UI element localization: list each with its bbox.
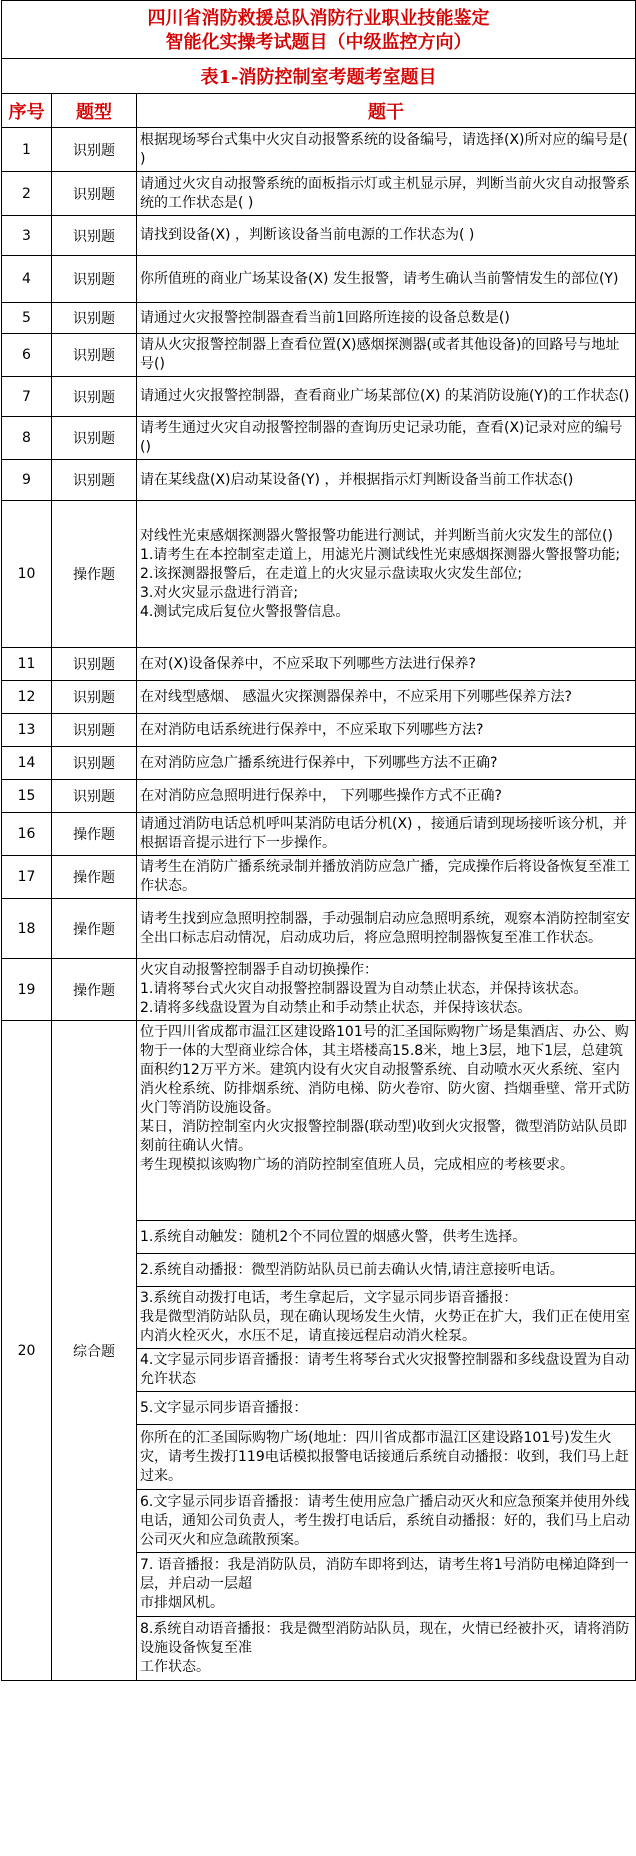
question-part	[137, 1287, 636, 1349]
row-number: 17	[2, 856, 52, 899]
question-stem	[137, 648, 636, 681]
question-text: 2.请将多线盘设置为自动禁止和手动禁止状态，并保持该状态。	[140, 1000, 532, 1016]
question-text: 你所值班的商业广场某设备(X) 发生报警，请考生确认当前警情发生的部位(Y)	[140, 270, 619, 287]
question-type: 操作题	[52, 856, 137, 899]
table-row	[2, 501, 636, 648]
question-text: 请从火灾报警控制器上查看位置(X)感烟探测器(或者其他设备)的回路号与地址号()	[140, 337, 620, 372]
question-part	[137, 1221, 636, 1254]
question-part	[137, 1349, 636, 1392]
question-text: 在对(X)设备保养中，不应采取下列哪些方法进行保养?	[140, 655, 476, 672]
question-stem	[137, 856, 636, 899]
column-header-no: 序号	[2, 94, 52, 128]
question-type: 识别题	[52, 377, 137, 417]
question-text: 3.系统自动拨打电话，考生拿起后，文字显示同步语音播报：	[140, 1290, 518, 1306]
question-text: 4.测试完成后复位火警报警信息。	[140, 603, 350, 620]
row-number: 11	[2, 648, 52, 681]
table-row	[2, 334, 636, 377]
question-stem	[137, 128, 636, 172]
question-rows	[2, 128, 636, 1681]
title-line-1: 四川省消防救援总队消防行业职业技能鉴定	[147, 7, 490, 29]
question-text: 请通过火灾报警控制器，查看商业广场某部位(X) 的某消防设施(Y)的工作状态()	[140, 388, 630, 404]
row-number: 15	[2, 780, 52, 813]
table-row	[2, 747, 636, 780]
column-header-row	[2, 94, 636, 128]
question-text: 位于四川省成都市温江区建设路101号的汇圣国际购物广场是集酒店、办公、购物于一体的大型商业综合体，其主塔楼高15.8米，地上3层，地下1层，总建筑面积约12万平方米。建筑内设有火灾自动报警系统、自动喷水灭火系统、室内消火栓系统、防排烟系统、消防电梯、防火卷帘、防火窗、挡烟垂壁、常开式防火门等消防设施设备。	[140, 1024, 630, 1116]
question-text: 7. 语音播报：我是消防队员，消防车即将到达，请考生将1号消防电梯迫降到一层，并启动一层超	[140, 1557, 629, 1592]
question-type: 识别题	[52, 334, 137, 377]
exam-table	[1, 0, 636, 1681]
table-row	[2, 417, 636, 460]
question-type: 识别题	[52, 303, 137, 334]
table-row	[2, 714, 636, 747]
question-text: 请考生找到应急照明控制器，手动强制启动应急照明系统，观察本消防控制室安全出口标志启动情况，启动成功后，将应急照明控制器恢复至准工作状态。	[140, 910, 630, 946]
row-number: 20	[2, 1021, 52, 1681]
row-number: 5	[2, 303, 52, 334]
question-text: 3.对火灾显示盘进行消音;	[140, 584, 299, 601]
question-text: 在对消防电话系统进行保养中，不应采取下列哪些方法?	[140, 721, 484, 738]
question-text: 1.请将琴台式火灾自动报警控制器设置为自动禁止状态，并保持该状态。	[140, 981, 588, 997]
question-type: 操作题	[52, 959, 137, 1021]
row-number: 3	[2, 216, 52, 256]
row-number: 6	[2, 334, 52, 377]
row-number: 1	[2, 128, 52, 172]
row-number: 2	[2, 172, 52, 216]
question-stem	[137, 899, 636, 959]
question-text: 请通过火灾报警控制器查看当前1回路所连接的设备总数是()	[140, 309, 510, 326]
question-type: 操作题	[52, 501, 137, 648]
question-stem	[137, 747, 636, 780]
row-number: 13	[2, 714, 52, 747]
row-number: 14	[2, 747, 52, 780]
row-number: 12	[2, 681, 52, 714]
table-row	[2, 959, 636, 1021]
question-text: 6.文字显示同步语音播报：请考生使用应急广播启动灭火和应急预案并使用外线电话，通知公司负责人，考生拨打电话后，系统自动播报：好的，我们马上启动公司灭火和应急疏散预案。	[140, 1493, 630, 1548]
question-text: 某日，消防控制室内火灾报警控制器(联动型)收到火灾报警，微型消防站队员即刻前往确认火情。	[140, 1119, 627, 1154]
question-type: 识别题	[52, 747, 137, 780]
question-type: 操作题	[52, 813, 137, 856]
question-text: 请考生在消防广播系统录制并播放消防应急广播，完成操作后将设备恢复至准工作状态。	[140, 859, 630, 894]
question-text: 在对线型感烟、 感温火灾探测器保养中，不应采用下列哪些保养方法?	[140, 688, 572, 705]
question-text: 请通过消防电话总机呼叫某消防电话分机(X) ，接通后请到现场接听该分机，并根据语音提示进行下一步操作。	[140, 816, 627, 851]
question-stem	[137, 417, 636, 460]
question-stem	[137, 256, 636, 303]
table-title: 表1-消防控制室考题考室题目	[2, 59, 636, 94]
row-number: 18	[2, 899, 52, 959]
question-type: 识别题	[52, 417, 137, 460]
table-row	[2, 172, 636, 216]
question-stem	[137, 303, 636, 334]
question-stem	[137, 681, 636, 714]
row-number: 7	[2, 377, 52, 417]
table-row	[2, 813, 636, 856]
question-text: 2.该探测器报警后，在走道上的火灾显示盘读取火灾发生部位;	[140, 565, 523, 582]
question-text: 1.系统自动触发：随机2个不同位置的烟感火警，供考生选择。	[140, 1228, 527, 1245]
question-part	[137, 1490, 636, 1553]
question-text: 在对消防应急照明进行保养中， 下列哪些操作方式不正确?	[140, 787, 502, 804]
title-line-2: 智能化实操考试题目（中级监控方向）	[165, 31, 472, 53]
row-number: 9	[2, 460, 52, 501]
question-text: 根据现场琴台式集中火灾自动报警系统的设备编号，请选择(X)所对应的编号是( )	[140, 131, 628, 167]
question-text: 考生现模拟该购物广场的消防控制室值班人员，完成相应的考核要求。	[140, 1157, 574, 1173]
question-text: 对线性光束感烟探测器火警报警功能进行测试，并判断当前火灾发生的部位()	[140, 527, 613, 544]
table-row	[2, 681, 636, 714]
question-text: 我是微型消防站队员，现在确认现场发生火情，火势正在扩大，我们正在使用室内消火栓灭火，水压不足，请直接远程启动消火栓泵。	[140, 1309, 630, 1344]
question-type: 综合题	[52, 1021, 137, 1681]
question-text: 你所在的汇圣国际购物广场(地址：四川省成都市温江区建设路101号)发生火灾，请考生拨打119电话模拟报警电话接通后系统自动播报：收到，我们马上赶过来。	[140, 1429, 629, 1484]
row-number: 10	[2, 501, 52, 648]
document-title	[2, 1, 636, 59]
question-type: 识别题	[52, 128, 137, 172]
question-text: 请考生通过火灾自动报警控制器的查询历史记录功能，查看(X)记录对应的编号()	[140, 420, 623, 455]
column-header-type: 题型	[52, 94, 137, 128]
table-row	[2, 128, 636, 172]
question-stem	[137, 780, 636, 813]
question-type: 识别题	[52, 714, 137, 747]
question-stem	[137, 172, 636, 216]
question-text: 火灾自动报警控制器手自动切换操作：	[140, 962, 378, 978]
question-part	[137, 1392, 636, 1425]
row-number: 4	[2, 256, 52, 303]
question-stem	[137, 216, 636, 256]
row-number: 8	[2, 417, 52, 460]
table-row	[2, 256, 636, 303]
question-text: 请通过火灾自动报警系统的面板指示灯或主机显示屏，判断当前火灾自动报警系统的工作状态是( )	[140, 175, 630, 211]
question-text: 市排烟风机。	[140, 1595, 224, 1611]
table-row	[2, 780, 636, 813]
question-text: 2.系统自动播报：微型消防站队员已前去确认火情,请注意接听电话。	[140, 1261, 564, 1278]
question-stem	[137, 377, 636, 417]
table-row	[2, 216, 636, 256]
table-row	[2, 856, 636, 899]
question-text: 在对消防应急广播系统进行保养中，下列哪些方法不正确?	[140, 754, 498, 771]
question-type: 识别题	[52, 681, 137, 714]
row-number: 19	[2, 959, 52, 1021]
row-number: 16	[2, 813, 52, 856]
question-stem	[137, 460, 636, 501]
question-part	[137, 1553, 636, 1617]
question-type: 识别题	[52, 460, 137, 501]
question-text: 请找到设备(X) ，判断该设备当前电源的工作状态为( )	[140, 227, 475, 243]
question-text: 5.文字显示同步语音播报：	[140, 1399, 308, 1416]
question-text: 1.请考生在本控制室走道上，用滤光片测试线性光束感烟探测器火警报警功能;	[140, 546, 621, 563]
question-type: 识别题	[52, 648, 137, 681]
question-type: 操作题	[52, 899, 137, 959]
question-stem	[137, 501, 636, 648]
question-type: 识别题	[52, 780, 137, 813]
question-part	[137, 1021, 636, 1221]
question-stem	[137, 334, 636, 377]
table-title-row	[2, 59, 636, 94]
question-part	[137, 1425, 636, 1490]
question-stem	[137, 813, 636, 856]
table-row	[2, 899, 636, 959]
question-type: 识别题	[52, 216, 137, 256]
question-stem	[137, 959, 636, 1021]
question-part	[137, 1617, 636, 1681]
title-row	[2, 1, 636, 59]
table-row	[2, 377, 636, 417]
question-text: 8.系统自动语音播报：我是微型消防站队员，现在，火情已经被扑灭，请将消防设施设备恢复至准	[140, 1621, 630, 1656]
table-row	[2, 303, 636, 334]
table-row	[2, 648, 636, 681]
question-text: 请在某线盘(X)启动某设备(Y) ，并根据指示灯判断设备当前工作状态()	[140, 471, 574, 488]
table-row	[2, 1021, 636, 1221]
question-type: 识别题	[52, 256, 137, 303]
column-header-stem: 题干	[137, 94, 636, 128]
question-part	[137, 1254, 636, 1287]
question-text: 工作状态。	[140, 1659, 210, 1675]
table-row	[2, 460, 636, 501]
question-stem	[137, 714, 636, 747]
question-type: 识别题	[52, 172, 137, 216]
question-text: 4.文字显示同步语音播报：请考生将琴台式火灾报警控制器和多线盘设置为自动允许状态	[140, 1352, 630, 1387]
